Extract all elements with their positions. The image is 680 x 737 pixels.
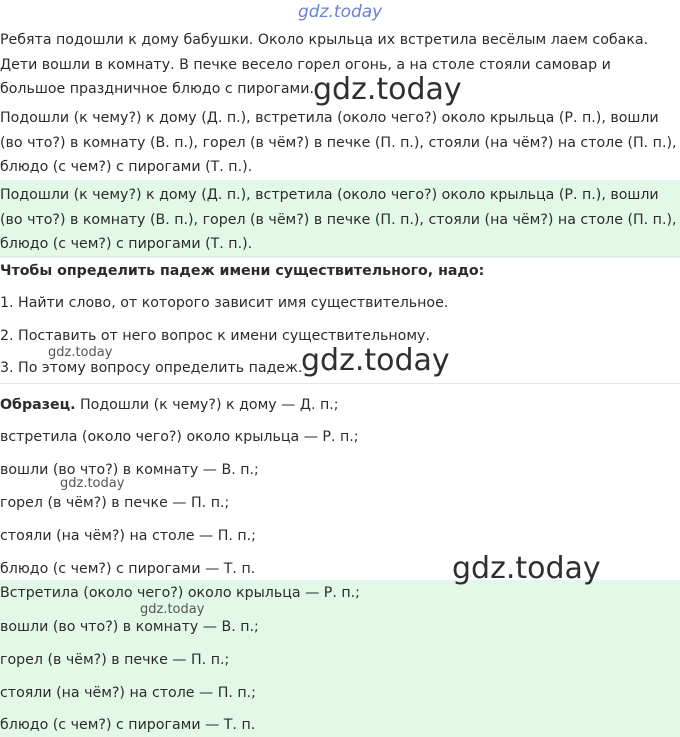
answer-line: вошли (во что?) в комнату — В. п.; bbox=[0, 619, 259, 635]
answer-line: горел (в чём?) в печке — П. п.; bbox=[0, 652, 230, 668]
rule-title: Чтобы определить падеж имени существительного, надо: bbox=[0, 263, 485, 279]
example-line: блюдо (с чем?) с пирогами — Т. п. bbox=[0, 561, 256, 577]
watermark: gdz.today bbox=[298, 2, 383, 22]
analysis-text: Подошли (к чему?) к дому (Д. п.), встретила (около чего?) около крыльца (Р. п.), вошли (во что?) в комнату (В. п.), горел (в чём?) в печке (П. п.), стояли (на чём?) на столе (П. п.), блюдо (с чем?) с пирогами (Т. п.). bbox=[0, 110, 677, 175]
watermark: gdz.today bbox=[60, 476, 125, 491]
example-line: горел (в чём?) в печке — П. п.; bbox=[0, 495, 230, 511]
exercise-text: Ребята подошли к дому бабушки. Около крыльца их встретила весёлым лаем собака. Дети вошли в комнату. В печке весело горел огонь, а на столе стояли самовар и большое праздничное блюдо с пирогами. bbox=[0, 32, 649, 97]
example-line: вошли (во что?) в комнату — В. п.; bbox=[0, 462, 259, 478]
watermark: gdz.today bbox=[140, 602, 205, 617]
answer-line: блюдо (с чем?) с пирогами — Т. п. bbox=[0, 717, 256, 733]
watermark: gdz.today bbox=[313, 72, 462, 107]
watermark: gdz.today bbox=[48, 345, 113, 360]
divider bbox=[0, 383, 680, 384]
example-label: Образец. bbox=[0, 397, 76, 413]
answer-analysis-text: Подошли (к чему?) к дому (Д. п.), встретила (около чего?) около крыльца (Р. п.), вошли (во что?) в комнату (В. п.), горел (в чём?) в печке (П. п.), стояли (на чём?) на столе (П. п.), блюдо (с чем?) с пирогами (Т. п.). bbox=[0, 187, 677, 252]
example-line: встретила (около чего?) около крыльца — Р. п.; bbox=[0, 429, 359, 445]
watermark: gdz.today bbox=[301, 343, 450, 378]
example-line: Образец. Подошли (к чему?) к дому — Д. п.; bbox=[0, 397, 339, 413]
answer-line: Встретила (около чего?) около крыльца — Р. п.; bbox=[0, 585, 360, 601]
rule-step: 1. Найти слово, от которого зависит имя существительное. bbox=[0, 295, 449, 311]
watermark: gdz.today bbox=[452, 551, 601, 586]
answer-line: стояли (на чём?) на столе — П. п.; bbox=[0, 685, 256, 701]
rule-step: 3. По этому вопросу определить падеж. bbox=[0, 360, 303, 376]
rule-step: 2. Поставить от него вопрос к имени существительному. bbox=[0, 328, 430, 344]
example-line: стояли (на чём?) на столе — П. п.; bbox=[0, 528, 256, 544]
